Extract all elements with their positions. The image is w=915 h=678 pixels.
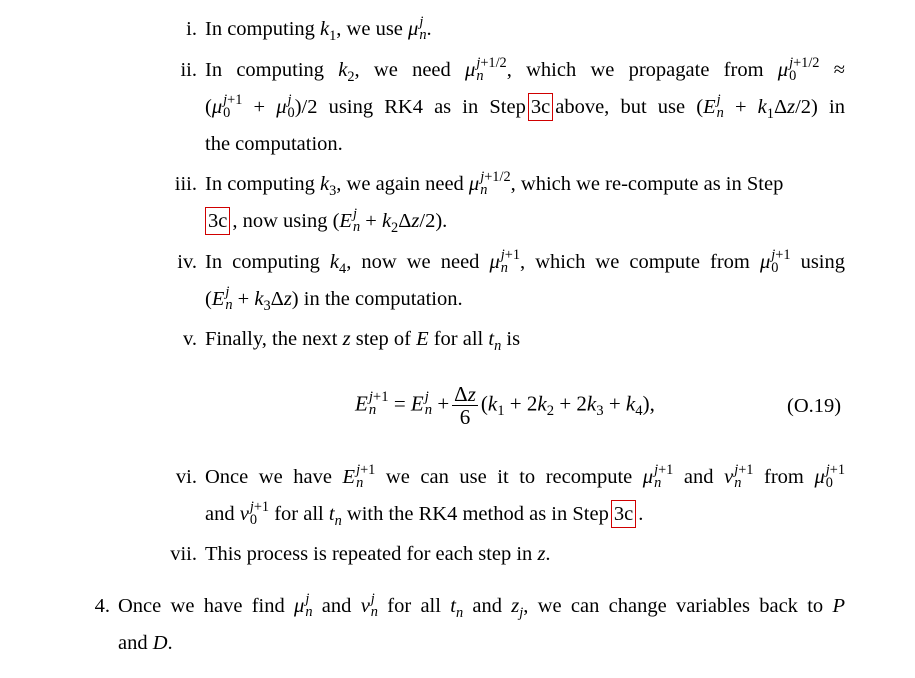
item-iii: iii. In computing $k_3$, we again need μ j+1/2 n , which we re-compute as in Step 3c , now using (E j n + $k_2\Delta z/2$). — [205, 166, 845, 240]
step-3c-link[interactable]: 3c — [611, 500, 636, 528]
step-3c-link[interactable]: 3c — [205, 207, 230, 235]
item-label: iv. — [177, 251, 197, 273]
item-label: vi. — [175, 466, 197, 488]
item-vi: vi. Once we have E j+1 n we can use it to recompute μ j+1 n and ν j+1 n from μ j+1 0 and ν j+1 0 for all $t_n$ with the RK4 method as in Step 3c . — [205, 459, 845, 533]
item-v: v. Finally, the next z step of E for all $t_n$ is — [205, 321, 845, 358]
step-3c-link[interactable]: 3c — [528, 93, 553, 121]
item-ii: ii. In computing $k_2$, we need μ j+1/2 n , which we propagate from μ j+1/2 0 ≈ (μ j+1 0 + μ j 0 )/2 using RK4 as in Step 3c above, but use (E j n + $k_1\Delta z/2$) in the computation. — [205, 52, 845, 163]
equation-number: (O.19) — [787, 395, 842, 417]
item-vii: vii. This process is repeated for each step in z. — [205, 536, 845, 573]
equation-o19: E j+1 n = E j n + $\frac{\Delta z}{6}$ $(k_1 + 2k_2 + 2k_3 + k_4)$, — [355, 382, 655, 429]
fraction-dz-over-6: $\frac{\Delta z}{6}$ — [454, 382, 476, 429]
item-label: ii. — [180, 59, 197, 81]
item-label: vii. — [170, 543, 197, 565]
item-iv: iv. In computing $k_4$, now we need μ j+1 n , which we compute from μ j+1 0 using (E j n + $k_3\Delta z$) in the computation. — [205, 244, 845, 318]
item-i: i. In computing $k_1$, we use μ j n . — [205, 11, 845, 48]
item-label: i. — [186, 18, 197, 40]
item-label: v. — [182, 328, 197, 350]
step-4: 4. Once we have find μ j n and ν j n for all $t_n$ and $z_j$, we can change variables back to P and D. — [118, 588, 845, 662]
item-label: iii. — [174, 173, 197, 195]
step-label: 4. — [94, 595, 110, 617]
